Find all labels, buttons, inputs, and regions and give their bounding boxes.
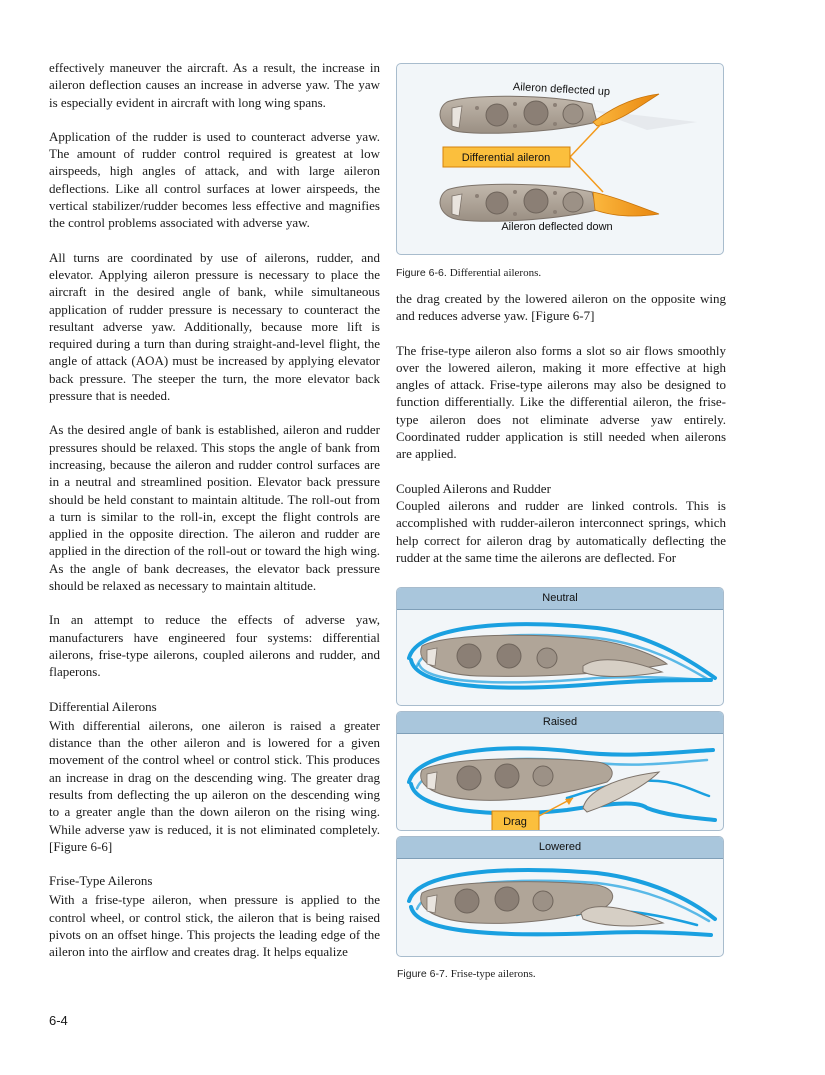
- caption-number: Figure 6-7.: [397, 968, 448, 980]
- figure-6-7-panel-raised: [396, 711, 724, 831]
- panel-title-raised: Raised: [397, 712, 723, 734]
- wing-upper: [440, 94, 697, 133]
- paragraph: All turns are coordinated by use of ailerons, rudder, and elevator. Applying aileron pressure is necessary to place the aircraft in the desired angle of bank, while simultaneous application of rudder pressure is necessary to counteract the resultant adverse yaw. Additionally, because more lift is required during a turn than during straight-and-level flight, the angle of attack (AOA) must be increased by applying elevator back pressure. The steeper the turn, the more elevator back pressure that is needed.: [49, 249, 380, 404]
- airflow-lowered-diagram: [397, 837, 723, 956]
- airflow-raised-diagram: [397, 712, 723, 830]
- paragraph: The frise-type aileron also forms a slot so air flows smoothly over the lowered aileron, making it more effective at high angles of attack. Frise-type ailerons may also be designed to function differentially. Like the differential aileron, the frise-type aileron does not eliminate adverse yaw entirely. Coordinated rudder application is still needed when ailerons are applied.: [396, 342, 726, 462]
- paragraph: In an attempt to reduce the effects of adverse yaw, manufacturers have engineered four systems: differential ailerons, frise-type ailerons, coupled ailerons and rudder, and flaperons.: [49, 612, 380, 680]
- label-differential-aileron: Differential aileron: [461, 152, 551, 164]
- paragraph: With a frise-type aileron, when pressure is applied to the control wheel, or control stick, the aileron that is being raised pivots on an offset hinge. This projects the leading edge of the aileron into the airflow and creates drag. It helps equalize: [49, 892, 380, 960]
- figure-6-7-panel-lowered: [396, 836, 724, 957]
- section-heading-frise-type-ailerons: Frise-Type Ailerons: [49, 873, 153, 889]
- label-aileron-deflected-up: Aileron deflected up: [512, 81, 611, 99]
- wing-neutral: [421, 635, 667, 676]
- section-heading-differential-ailerons: Differential Ailerons: [49, 698, 157, 714]
- wing-lower: [440, 184, 659, 221]
- caption-text: Differential ailerons.: [449, 267, 542, 279]
- panel-title-lowered: Lowered: [397, 837, 723, 859]
- label-aileron-deflected-down: Aileron deflected down: [501, 221, 613, 233]
- paragraph: As the desired angle of bank is established, aileron and rudder pressures should be relaxed. This stops the angle of bank from increasing, because the aileron and rudder control surfaces are in a neutral and streamlined position. Elevator back pressure should be held constant to maintain altitude. The roll-out from a turn is similar to the roll-in, except the flight controls are applied in the opposite direction. The aileron and rudder are applied in the direction of the roll-out or toward the high wing. As the angle of bank decreases, the elevator back pressure should be relaxed as necessary to maintain altitude.: [49, 422, 380, 594]
- figure-6-7-panel-neutral: [396, 587, 724, 706]
- section-heading-coupled-ailerons-rudder: Coupled Ailerons and Rudder: [396, 480, 551, 496]
- label-drag: Drag: [503, 816, 527, 828]
- differential-aileron-diagram: [397, 64, 723, 254]
- paragraph: Coupled ailerons and rudder are linked controls. This is accomplished with rudder-aileron interconnect springs, which help correct for aileron drag by automatically deflecting the rudder at the same time the ailerons are deflected. For: [396, 497, 726, 565]
- callout-lines: [570, 122, 603, 192]
- caption-text: Frise-type ailerons.: [450, 968, 536, 980]
- paragraph: Application of the rudder is used to counteract adverse yaw. The amount of rudder control required is greatest at low airspeeds, high angles of attack, and with large aileron deflections. Like all control surfaces at lower airspeeds, the vertical stabilizer/rudder becomes less effective and magnifies the control problems associated with adverse yaw.: [49, 128, 380, 231]
- figure-6-6-caption: [396, 267, 541, 279]
- caption-number: Figure 6-6.: [396, 267, 447, 279]
- airflow-neutral-diagram: [397, 588, 723, 705]
- page-number: 6-4: [49, 1013, 68, 1028]
- paragraph: With differential ailerons, one aileron is raised a greater distance than the other aileron and is lowered for a given movement of the control wheel or control stick. This produces an increase in drag on the descending wing. The greater drag results from deflecting the up aileron on the descending wing to a greater angle than the down aileron on the rising wing. While adverse yaw is reduced, it is not eliminated completely. [Figure 6-6]: [49, 717, 380, 854]
- left-text-column: [49, 59, 380, 961]
- paragraph: the drag created by the lowered aileron on the opposite wing and reduces adverse yaw. [Figure 6-7]: [396, 291, 726, 324]
- paragraph: effectively maneuver the aircraft. As a result, the increase in aileron deflection causes an increase in adverse yaw. The yaw is especially evident in aircraft with long wing spans.: [49, 60, 380, 110]
- figure-6-7-caption: [397, 968, 536, 980]
- figure-6-6-differential-ailerons: [396, 63, 724, 255]
- right-text-column: [396, 290, 726, 583]
- panel-title-neutral: Neutral: [397, 588, 723, 610]
